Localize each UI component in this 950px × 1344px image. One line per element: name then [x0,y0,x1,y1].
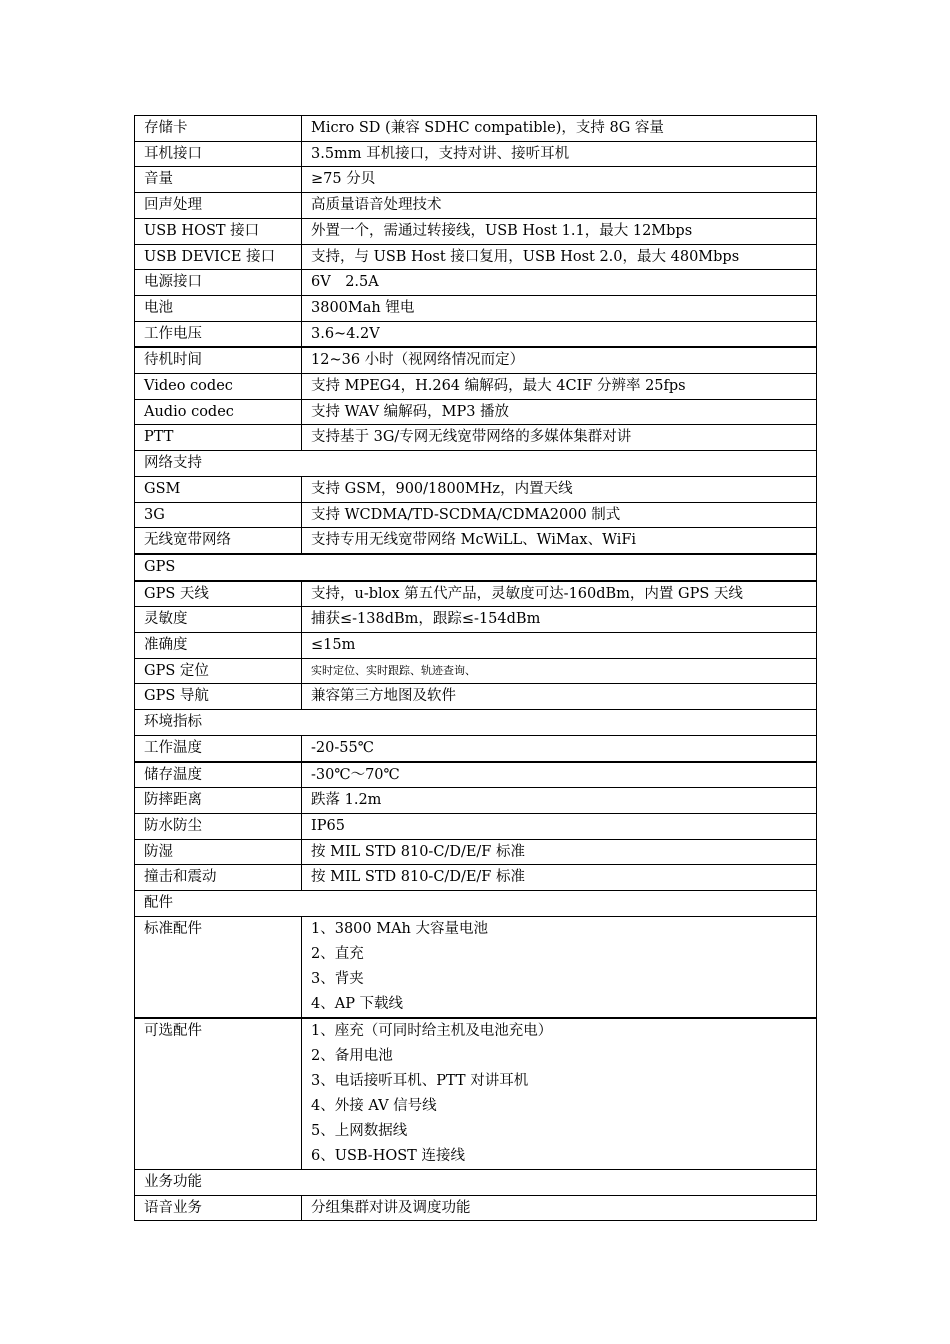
spec-row [135,374,817,400]
spec-label: 撞击和震动 [135,865,302,891]
spec-row [135,813,817,839]
spec-value: 支持，u-blox 第五代产品，灵敏度可达-160dBm，内置 GPS 天线 [302,581,817,607]
spec-value-line: 1、3800 MAh 大容量电池 [311,920,489,937]
spec-value: 兼容第三方地图及软件 [302,684,817,710]
section-row [135,554,817,581]
spec-label: 灵敏度 [135,607,302,633]
spec-label: 耳机接口 [135,141,302,167]
section-row [135,451,817,477]
section-heading: 业务功能 [135,1169,817,1195]
spec-label: 可选配件 [135,1018,302,1170]
spec-value: 支持 GSM，900/1800MHz，内置天线 [302,476,817,502]
spec-value: IP65 [302,813,817,839]
spec-value: 按 MIL STD 810-C/D/E/F 标准 [302,839,817,865]
spec-label: 防摔距离 [135,788,302,814]
spec-value: 捕获≤-138dBm，跟踪≤-154dBm [302,607,817,633]
section-row [135,891,817,917]
spec-value: 跌落 1.2m [302,788,817,814]
spec-value: 外置一个，需通过转接线，USB Host 1.1，最大 12Mbps [302,218,817,244]
spec-table-body [135,116,817,1221]
spec-label: USB HOST 接口 [135,218,302,244]
spec-value: ≤15m [302,633,817,659]
spec-label: 防湿 [135,839,302,865]
spec-value: 支持 MPEG4，H.264 编解码，最大 4CIF 分辨率 25fps [302,374,817,400]
section-heading: 配件 [135,891,817,917]
spec-label: PTT [135,425,302,451]
spec-value-line: 3、电话接听耳机、PTT 对讲耳机 [311,1072,529,1089]
spec-label: GPS 定位 [135,658,302,684]
spec-value: 3.6~4.2V [302,321,817,347]
section-row [135,710,817,736]
spec-value-line: 1、座充（可同时给主机及电池充电） [311,1022,553,1039]
spec-value: 3800Mah 锂电 [302,295,817,321]
spec-value-line: 6、USB-HOST 连接线 [311,1147,465,1164]
spec-row [135,347,817,373]
spec-row [135,1018,817,1170]
spec-value [302,916,817,1018]
spec-label: GPS 导航 [135,684,302,710]
spec-value [302,1018,817,1170]
spec-label: 3G [135,502,302,528]
spec-value-line: 4、AP 下载线 [311,995,404,1012]
spec-row [135,141,817,167]
spec-row [135,916,817,1018]
spec-label: 防水防尘 [135,813,302,839]
spec-label: 无线宽带网络 [135,528,302,554]
spec-value: Micro SD (兼容 SDHC compatible)，支持 8G 容量 [302,116,817,142]
spec-label: 待机时间 [135,347,302,373]
spec-row [135,425,817,451]
spec-row [135,607,817,633]
spec-row [135,633,817,659]
spec-value: 12~36 小时（视网络情况而定） [302,347,817,373]
spec-value-line: 2、直充 [311,945,364,962]
spec-value: -30℃～70℃ [302,762,817,788]
spec-label: 工作温度 [135,735,302,761]
spec-label: GPS 天线 [135,581,302,607]
spec-label: USB DEVICE 接口 [135,244,302,270]
spec-value: 实时定位、实时跟踪、轨迹查询、 [302,658,817,684]
spec-value: 高质量语音处理技术 [302,193,817,219]
spec-label: 准确度 [135,633,302,659]
spec-value: 支持 WAV 编解码，MP3 播放 [302,399,817,425]
spec-row [135,502,817,528]
spec-label: Video codec [135,374,302,400]
spec-table [134,115,817,1221]
spec-row [135,244,817,270]
spec-row [135,839,817,865]
spec-row [135,684,817,710]
spec-value-line: 4、外接 AV 信号线 [311,1097,437,1114]
spec-value: -20-55℃ [302,735,817,761]
spec-row [135,865,817,891]
spec-value-line: 3、背夹 [311,970,364,987]
spec-value-line: 5、上网数据线 [311,1122,408,1139]
spec-row [135,399,817,425]
spec-value: 按 MIL STD 810-C/D/E/F 标准 [302,865,817,891]
spec-value: 支持，与 USB Host 接口复用，USB Host 2.0，最大 480Mbps [302,244,817,270]
section-heading: 网络支持 [135,451,817,477]
spec-label: 电池 [135,295,302,321]
spec-value: ≥75 分贝 [302,167,817,193]
spec-label: 标准配件 [135,916,302,1018]
spec-value: 6V 2.5A [302,270,817,296]
spec-label: 工作电压 [135,321,302,347]
spec-value: 支持基于 3G/专网无线宽带网络的多媒体集群对讲 [302,425,817,451]
spec-value: 分组集群对讲及调度功能 [302,1195,817,1221]
section-heading: GPS [135,554,817,581]
spec-row [135,658,817,684]
spec-value: 支持专用无线宽带网络 McWiLL、WiMax、WiFi [302,528,817,554]
spec-row [135,167,817,193]
spec-row [135,735,817,761]
spec-value: 支持 WCDMA/TD-SCDMA/CDMA2000 制式 [302,502,817,528]
spec-label: GSM [135,476,302,502]
spec-row [135,218,817,244]
spec-label: 音量 [135,167,302,193]
spec-row [135,321,817,347]
spec-row [135,528,817,554]
spec-row [135,270,817,296]
spec-label: 存储卡 [135,116,302,142]
spec-row [135,762,817,788]
spec-row [135,193,817,219]
spec-label: 回声处理 [135,193,302,219]
spec-row [135,476,817,502]
spec-row [135,295,817,321]
spec-row [135,581,817,607]
spec-label: 电源接口 [135,270,302,296]
spec-row [135,1195,817,1221]
spec-label: 储存温度 [135,762,302,788]
section-row [135,1169,817,1195]
spec-label: Audio codec [135,399,302,425]
spec-row [135,116,817,142]
spec-value: 3.5mm 耳机接口，支持对讲、接听耳机 [302,141,817,167]
spec-label: 语音业务 [135,1195,302,1221]
section-heading: 环境指标 [135,710,817,736]
spec-value-line: 2、备用电池 [311,1047,393,1064]
spec-row [135,788,817,814]
